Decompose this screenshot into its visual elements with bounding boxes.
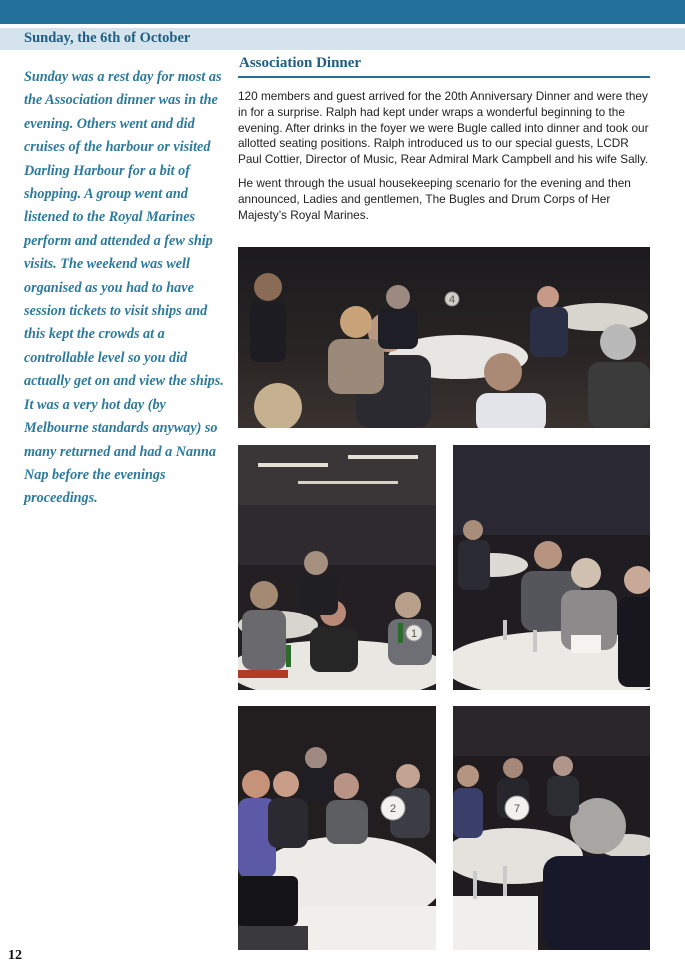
dinner-photo-hall: [238, 445, 436, 690]
article-column: [238, 52, 650, 223]
photo-badge-bottom-left: 2: [390, 803, 397, 815]
page-number: 12: [8, 948, 22, 963]
date-header-band: [0, 28, 685, 50]
top-color-bar: [0, 0, 685, 24]
photo-badge-top: 4: [449, 294, 456, 306]
section-date-title: Sunday, the 6th of October: [24, 30, 191, 46]
article-paragraph-1: 120 members and guest arrived for the 20th Anniversary Dinner and were they in for a surprise. Ralph had kept under wraps a wonderful beginning to the evening. After drinks in the foyer we were Bugle called into dinner and took our allotted seating positions. Ralph introduced us to our special guests, LCDR Paul Cottier, Director of Music, Rear Admiral Mark Campbell and his wife Sally.: [238, 89, 649, 167]
sidebar-intro-text: Sunday was a rest day for most as the Association dinner was in the evening. Others went and did cruises of the harbour or visited Darling Harbour for a bit of shopping. A group went and listened to the Royal Marines perform and attended a few ship visits. The weekend was well organised as you had to have session tickets to visit ships and this kept the crowds at a controllable level so you did actually get on and view the ships. It was a very hot day (by Melbourne standards anyway) so many returned and had a Nanna Nap before the evenings proceedings.: [24, 69, 224, 507]
article-heading: Association Dinner: [238, 52, 650, 78]
dinner-photo-table: [238, 706, 436, 950]
dinner-photo-back-view: [453, 706, 650, 950]
photo-badge-mid: 1: [411, 628, 418, 640]
dinner-photo-guests: [453, 445, 650, 690]
article-paragraph-2: He went through the usual housekeeping scenario for the evening and then announced, Ladies and gentlemen, The Bugles and Drum Corps of Her Majesty’s Royal Marines.: [238, 175, 631, 222]
photo-badge-bottom-right: 7: [514, 803, 521, 815]
dinner-photo-wide: [238, 247, 650, 428]
